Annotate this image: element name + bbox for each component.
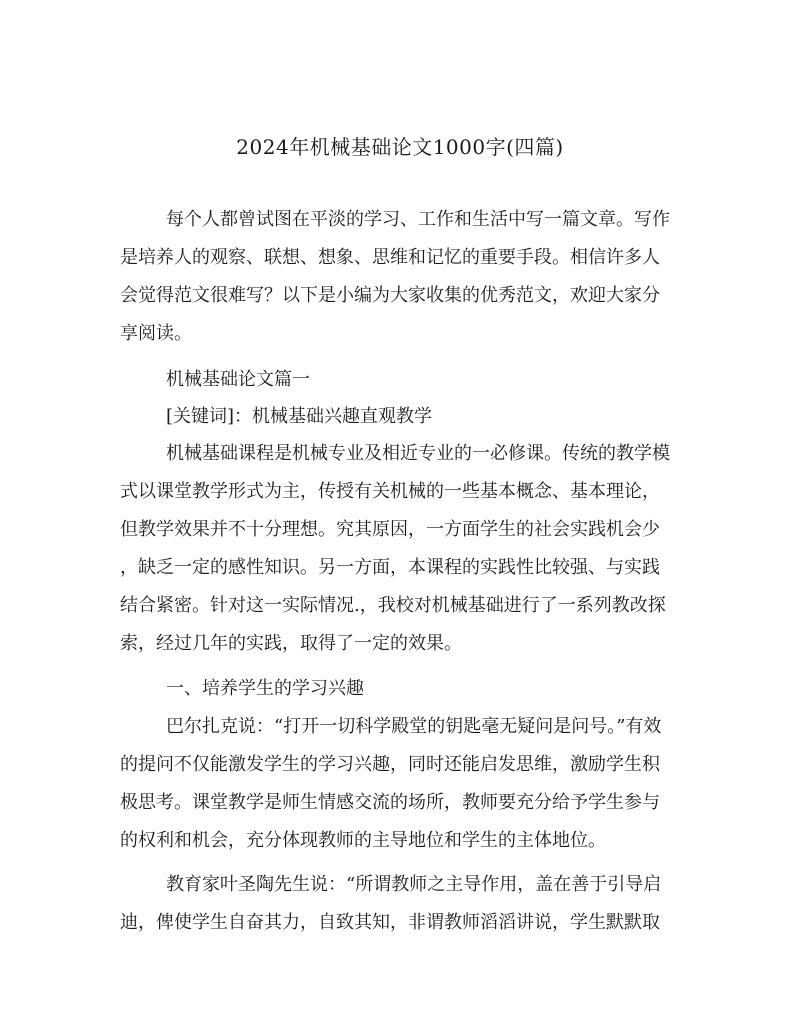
document-title: 2024年机械基础论文1000字(四篇) (236, 135, 564, 159)
paragraph-line: 机械基础课程是机械专业及相近专业的一必修课。传统的教学模 (166, 443, 670, 464)
paragraph-line: 式以课堂教学形式为主，传授有关机械的一些基本概念、基本理论， (120, 481, 660, 502)
section-heading: 机械基础论文篇一 (166, 369, 310, 390)
paragraph-line: 但教学效果并不十分理想。究其原因，一方面学生的社会实践机会少 (120, 519, 660, 540)
paragraph-line: 会觉得范文很难写？以下是小编为大家收集的优秀范文，欢迎大家分 (120, 285, 660, 306)
paragraph-line: 极思考。课堂教学是师生情感交流的场所，教师要充分给予学生参与 (120, 792, 660, 813)
paragraph-line: 每个人都曾试图在平淡的学习、工作和生活中写一篇文章。写作 (166, 209, 670, 230)
paragraph-line: 结合紧密。针对这一实际情况.，我校对机械基础进行了一系列教改探 (120, 595, 666, 616)
paragraph-line: 的权利和机会，充分体现教师的主导地位和学生的主体地位。 (120, 830, 606, 851)
paragraph-line: 是培养人的观察、联想、想象、思维和记忆的重要手段。相信许多人 (120, 247, 660, 268)
paragraph-line: 迪，俾使学生自奋其力，自致其知，非谓教师滔滔讲说，学生默默取 (120, 912, 660, 933)
paragraph-line: 享阅读。 (120, 323, 192, 344)
subsection-heading: 一、培养学生的学习兴趣 (166, 678, 364, 699)
paragraph-line: 的提问不仅能激发学生的学习兴趣，同时还能启发思维，激励学生积 (120, 754, 660, 775)
paragraph-line: ，缺乏一定的感性知识。另一方面，本课程的实践性比较强、与实践 (120, 557, 660, 578)
keywords-line: [关键词]：机械基础兴趣直观教学 (166, 406, 433, 427)
paragraph-line: 索，经过几年的实践，取得了一定的效果。 (120, 633, 462, 654)
paragraph-line: 巴尔扎克说：“打开一切科学殿堂的钥匙毫无疑问是问号。”有效 (166, 716, 662, 737)
paragraph-line: 教育家叶圣陶先生说：“所谓教师之主导作用，盖在善于引导启 (166, 874, 662, 895)
